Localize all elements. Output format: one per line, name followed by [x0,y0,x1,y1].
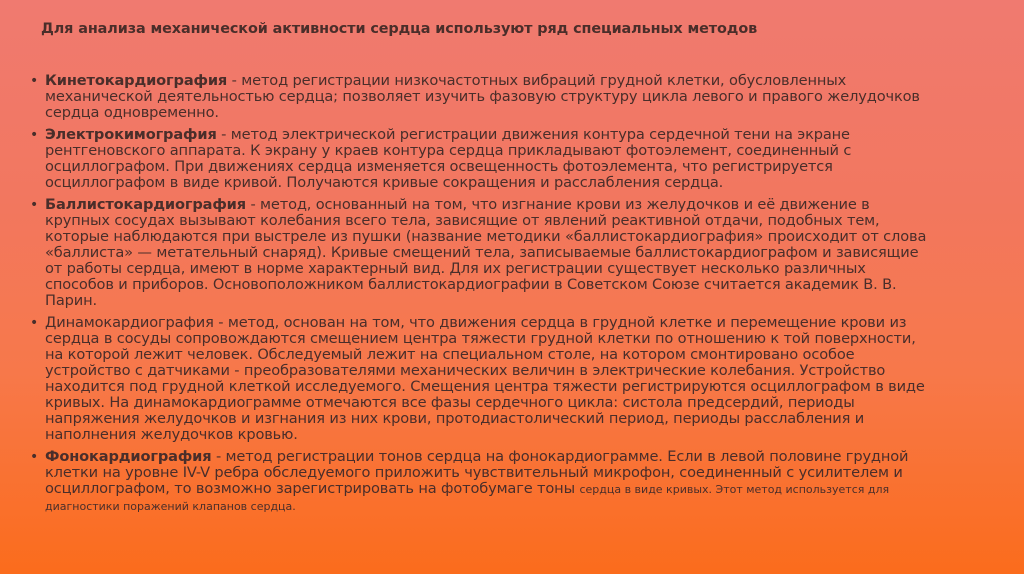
bullet-icon: • [30,449,39,465]
list-item-kinetocardiography [30,73,930,121]
term-label: Баллистокардиография [45,196,246,213]
methods-list [30,73,930,521]
bullet-icon: • [30,197,39,213]
item-text-tail: сердца в виде кривых. Этот метод используется для диагностики поражений клапанов сердца. [45,483,890,513]
term-label: Электрокимография [45,126,217,143]
item-text: Динамокардиография - метод, основан на том, что движения сердца в грудной клетке и перемещение крови из сердца в сосуды сопровождаются смещением центра тяжести грудной клетки по отношению к той поверхности, на которой лежит человек. Обследуемый лежит на специальном столе, на котором смонтировано особое устройство с датчиками - преобразователями механических величин в электрические колебания. Устройство находится под грудной клеткой исследуемого. Смещения центра тяжести регистрируются осциллографом в виде кривых. На динамокардиограмме отмечаются все фазы сердечного цикла: систола предсердий, периоды напряжения желудочков и изгнания из них крови, протодиастолический период, периоды расслабления и наполнения желудочков кровью. [45,314,925,443]
term-label: Фонокардиография [45,448,212,465]
item-text: - метод, основанный на том, что изгнание крови из желудочков и её движение в крупных сосудах вызывают колебания всего тела, зависящие от явлений реактивной отдачи, подобных тем, которые наблюдаются при выстреле из пушки (название методики «баллистокардиография» происходит от слова «баллиста» — метательный снаряд). Кривые смещений тела, записываемые баллистокардиографом и зависящие от работы сердца, имеют в норме характерный вид. Для их регистрации существует несколько различных способов и приборов. Основоположником баллистокардиографии в Советском Союзе считается академик В. В. Парин. [45,196,927,309]
term-label: Кинетокардиография [45,72,228,89]
list-item-electrokymography [30,127,930,191]
item-text: - метод электрической регистрации движения контура сердечной тени на экране рентгеновского аппарата. К экрану у краев контура сердца прикладывают фотоэлемент, соединенный с осциллографом. При движениях сердца изменяется освещенность фотоэлемента, что регистрируется осциллографом в виде кривой. Получаются кривые сокращения и расслабления сердца. [45,126,852,191]
bullet-icon: • [30,127,39,143]
list-item-ballistocardiography [30,197,930,309]
item-text: - метод регистрации тонов сердца на фонокардиограмме. Если в левой половине грудной клетки на уровне IV-V ребра обследуемого приложить чувствительный микрофон, соединенный с усилителем и осциллографом, то возможно зарегистрировать на фотобумаге тоны [45,448,909,497]
list-item-dynamocardiography [30,315,930,443]
item-text: - метод регистрации низкочастотных вибраций грудной клетки, обусловленных механической деятельностью сердца; позволяет изучить фазовую структуру цикла левого и правого желудочков сердца одновременно. [45,72,920,121]
bullet-icon: • [30,315,39,331]
list-item-phonocardiography [30,449,930,515]
slide-title: Для анализа механической активности сердца используют ряд специальных методов [41,21,758,37]
bullet-icon: • [30,73,39,89]
